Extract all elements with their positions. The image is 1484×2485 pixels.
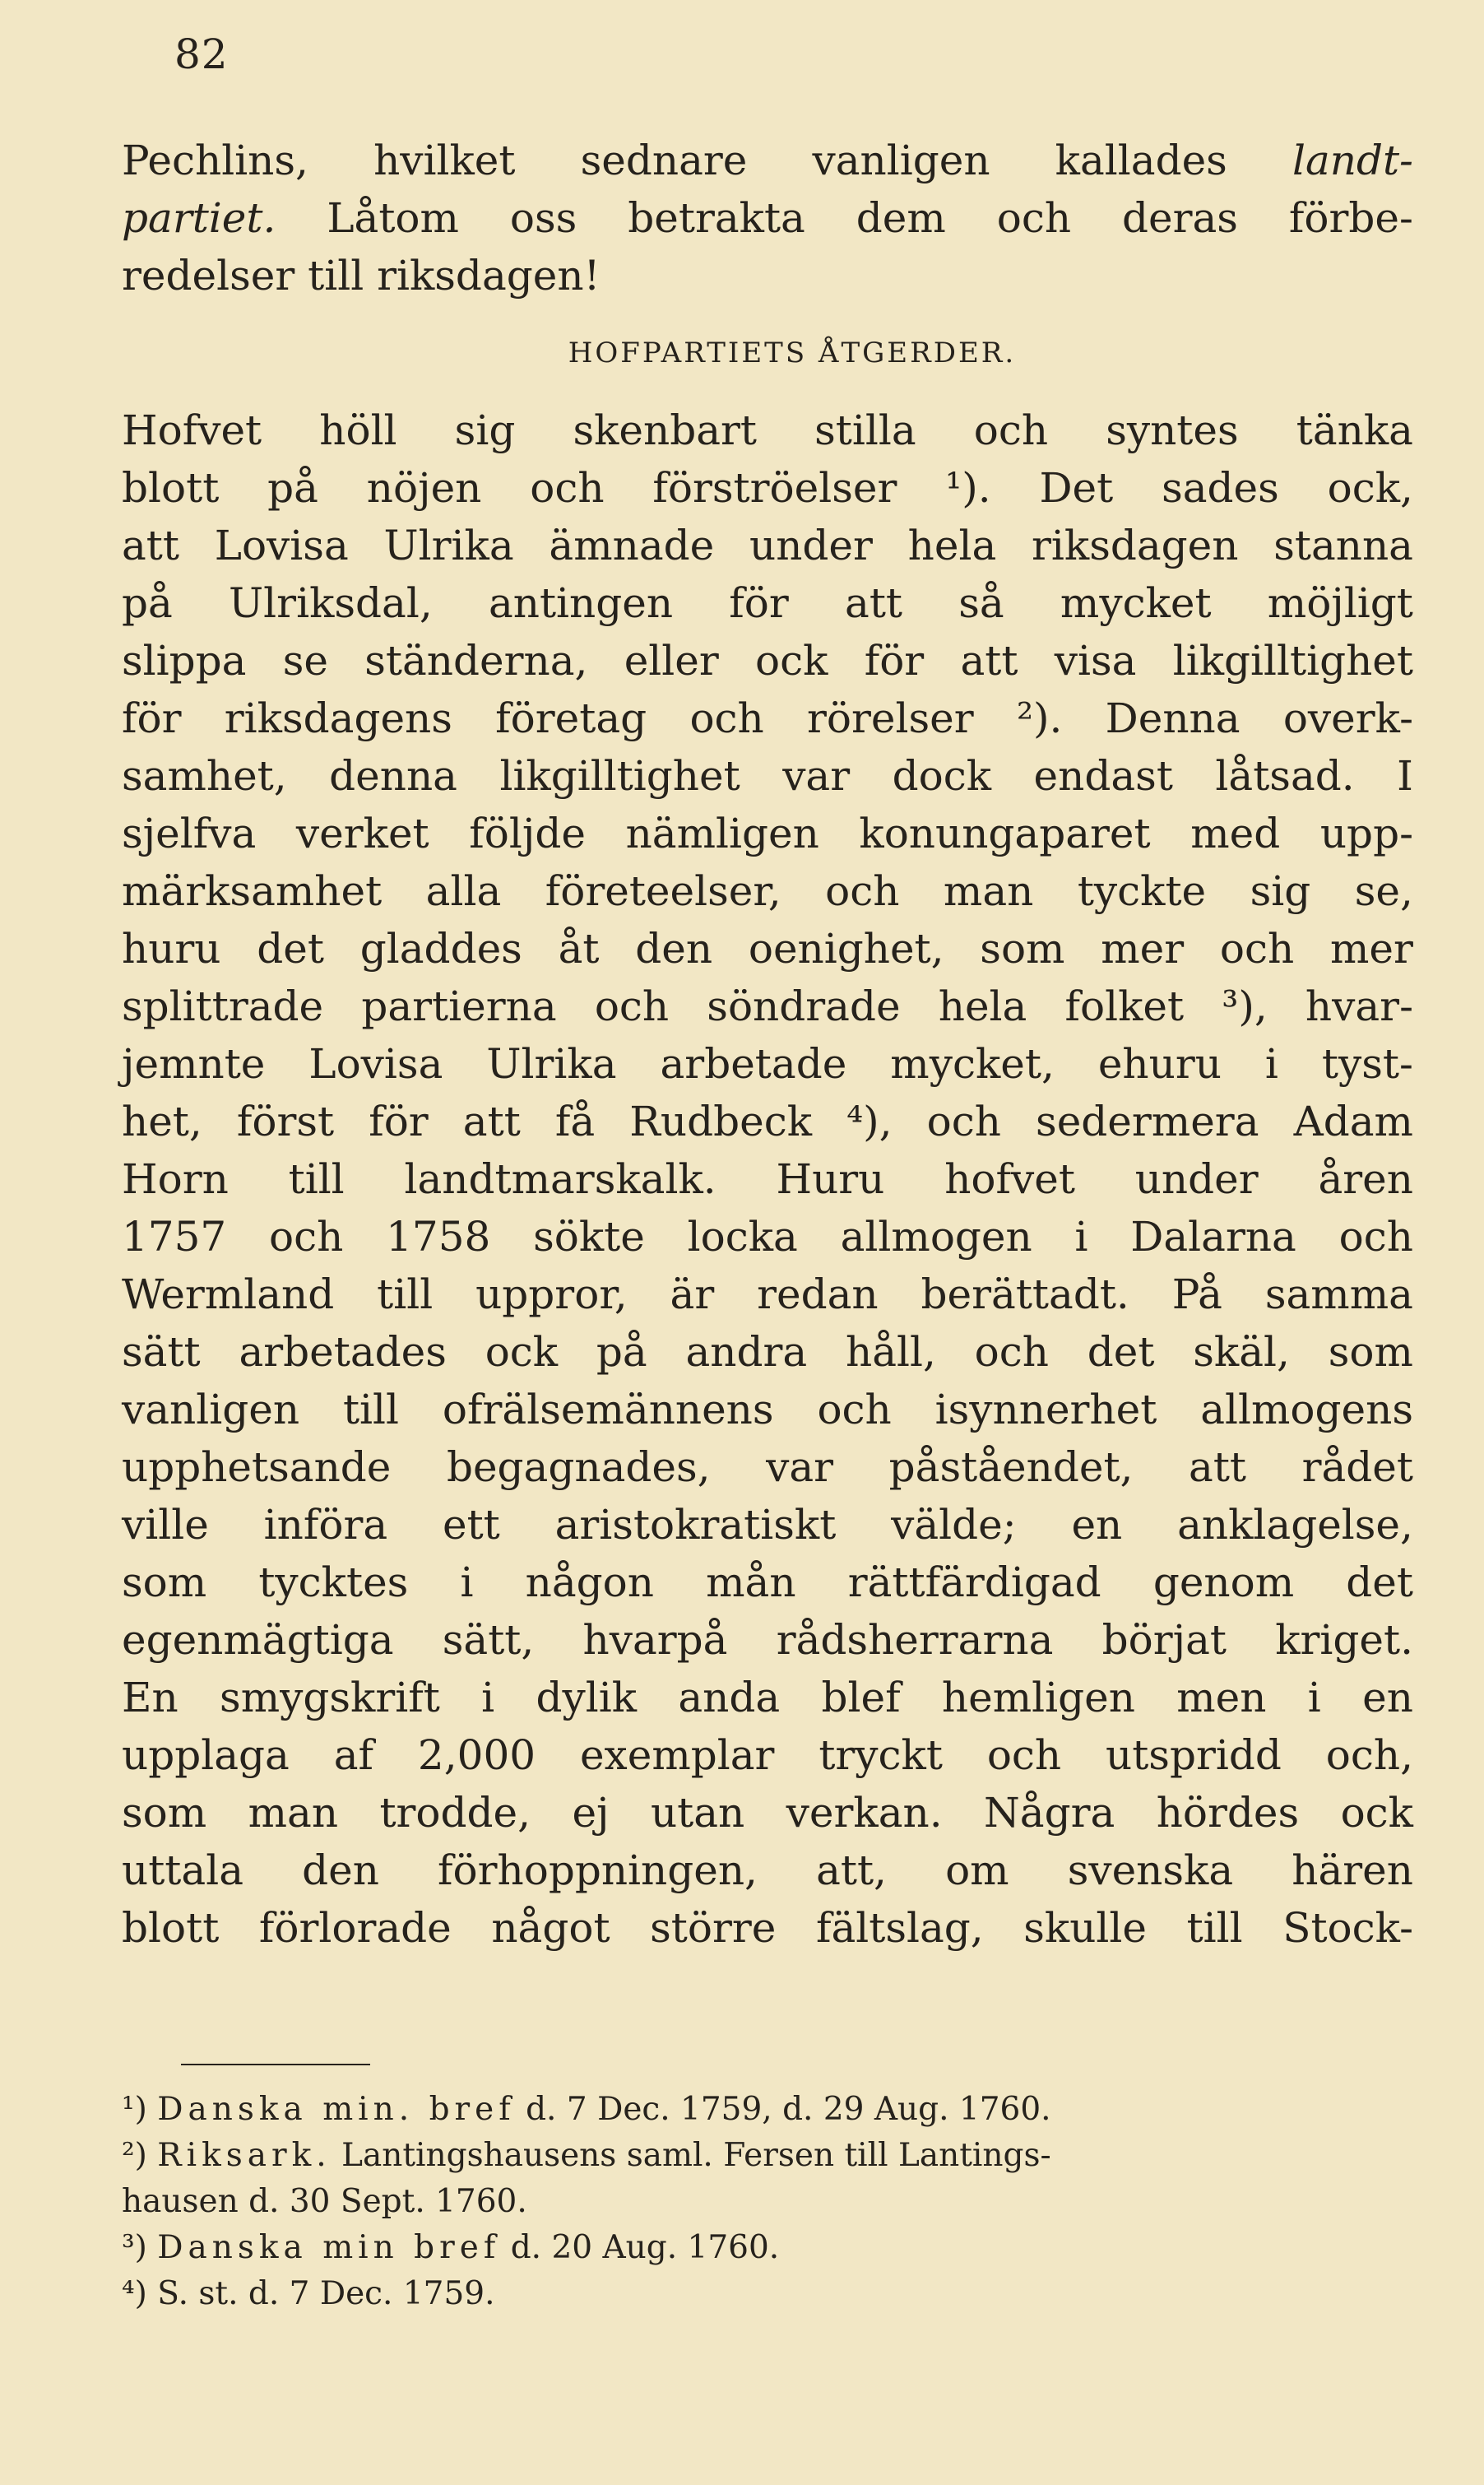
word: Dalarna bbox=[1130, 1213, 1296, 1261]
text-line bbox=[122, 690, 1413, 747]
word: andra bbox=[685, 1328, 808, 1376]
word: större bbox=[650, 1904, 777, 1952]
word: tänka bbox=[1296, 406, 1413, 454]
word: rådsherrarna bbox=[776, 1616, 1054, 1664]
word: på bbox=[596, 1328, 647, 1376]
word: sjelfva bbox=[122, 810, 257, 857]
text-line bbox=[122, 1381, 1413, 1438]
word: uttala bbox=[122, 1846, 243, 1894]
text-line bbox=[122, 747, 1413, 805]
footnote-2-continued: hausen d. 30 Sept. 1760. bbox=[122, 2183, 527, 2220]
word: under bbox=[1134, 1155, 1259, 1203]
word: Ulriksdal, bbox=[229, 579, 433, 627]
word: förlorade bbox=[258, 1904, 452, 1952]
word: Adam bbox=[1293, 1098, 1413, 1145]
word: se, bbox=[1354, 867, 1413, 915]
word: för bbox=[122, 694, 182, 742]
word: skulle bbox=[1023, 1904, 1147, 1952]
word: håll, bbox=[846, 1328, 936, 1376]
word: skäl, bbox=[1193, 1328, 1290, 1376]
word: dylik bbox=[536, 1674, 638, 1721]
word: samma bbox=[1264, 1270, 1413, 1318]
word: hela bbox=[938, 982, 1027, 1030]
text-line bbox=[122, 247, 1413, 304]
word: att bbox=[462, 1098, 521, 1145]
word: riksdagen bbox=[1032, 522, 1239, 569]
text-line bbox=[122, 574, 1413, 632]
word: till bbox=[1186, 1904, 1243, 1952]
word: hvarpå bbox=[582, 1616, 728, 1664]
word: ock bbox=[1340, 1789, 1413, 1837]
word: först bbox=[236, 1098, 335, 1145]
word: allmogen bbox=[840, 1213, 1032, 1261]
word: mycket, bbox=[890, 1040, 1055, 1088]
word: ⁴), bbox=[846, 1098, 893, 1145]
footnote-4: ⁴) S. st. d. 7 Dec. 1759. bbox=[122, 2275, 495, 2312]
word: aristokratiskt bbox=[554, 1501, 837, 1549]
word: låtsad. bbox=[1215, 752, 1355, 800]
word: på bbox=[267, 464, 318, 512]
word: oenighet, bbox=[748, 925, 944, 973]
word: och bbox=[530, 464, 605, 512]
word: I bbox=[1397, 752, 1413, 800]
word: fältslag, bbox=[815, 1904, 984, 1952]
word: utan bbox=[650, 1789, 745, 1837]
word: en bbox=[1071, 1501, 1123, 1549]
word: förströelser bbox=[652, 464, 897, 512]
word: het, bbox=[122, 1098, 202, 1145]
word: företeelser, bbox=[545, 867, 781, 915]
word: kallades bbox=[1055, 137, 1227, 184]
word: anda bbox=[678, 1674, 781, 1721]
text-line bbox=[122, 805, 1413, 862]
footnotes bbox=[122, 2087, 1389, 2317]
word: som bbox=[122, 1558, 207, 1606]
footnote-1: ¹) Danska min. bref d. 7 Dec. 1759, d. 29 Aug. 1760. bbox=[122, 2091, 1051, 2128]
word: åt bbox=[558, 925, 600, 973]
word: 1758 bbox=[386, 1213, 491, 1261]
word: var bbox=[766, 1443, 834, 1491]
word: genom bbox=[1152, 1558, 1295, 1606]
text-line bbox=[122, 1784, 1413, 1842]
word: med bbox=[1190, 810, 1281, 857]
text-line bbox=[122, 1726, 1413, 1784]
word: slippa bbox=[122, 637, 247, 685]
word: mån bbox=[706, 1558, 796, 1606]
word: påståendet, bbox=[888, 1443, 1134, 1491]
word: i bbox=[481, 1674, 495, 1721]
word: verket bbox=[295, 810, 429, 857]
word: begagnades, bbox=[446, 1443, 711, 1491]
word: vanligen bbox=[812, 137, 990, 184]
text-line bbox=[122, 1323, 1413, 1381]
word: Pechlins, bbox=[122, 137, 308, 184]
text-line bbox=[122, 189, 1413, 247]
word: att bbox=[122, 522, 179, 569]
word: Rudbeck bbox=[629, 1098, 813, 1145]
word: rådet bbox=[1301, 1443, 1413, 1491]
word: är bbox=[670, 1270, 715, 1318]
word: af bbox=[333, 1731, 374, 1779]
word: Huru bbox=[776, 1155, 885, 1203]
word: och bbox=[689, 694, 764, 742]
word: alla bbox=[425, 867, 502, 915]
word: och bbox=[825, 867, 900, 915]
word: splittrade bbox=[122, 982, 324, 1030]
word: som bbox=[1328, 1328, 1413, 1376]
word: sökte bbox=[533, 1213, 645, 1261]
word: något bbox=[491, 1904, 610, 1952]
word: söndrade bbox=[707, 982, 901, 1030]
word: ¹). bbox=[945, 464, 991, 512]
word: exemplar bbox=[579, 1731, 775, 1779]
word: anklagelse, bbox=[1177, 1501, 1413, 1549]
text-line bbox=[122, 1842, 1413, 1899]
word: och bbox=[986, 1731, 1062, 1779]
word: att bbox=[845, 579, 903, 627]
word: och, bbox=[1325, 1731, 1413, 1779]
word: man bbox=[943, 867, 1034, 915]
text-line bbox=[122, 1899, 1413, 1957]
word: sig bbox=[1250, 867, 1311, 915]
word: Stock- bbox=[1282, 1904, 1413, 1952]
word: jemnte bbox=[122, 1040, 266, 1088]
text-line bbox=[122, 1266, 1413, 1323]
word: nämligen bbox=[625, 810, 819, 857]
word: att bbox=[1189, 1443, 1247, 1491]
paragraph-intro bbox=[122, 132, 1413, 304]
word: det bbox=[1087, 1328, 1155, 1376]
text-line bbox=[122, 132, 1413, 189]
footnote-divider bbox=[181, 2064, 370, 2065]
word: för bbox=[369, 1098, 429, 1145]
text-line bbox=[122, 1208, 1413, 1266]
word: en bbox=[1362, 1674, 1413, 1721]
word: 1757 bbox=[122, 1213, 227, 1261]
word: konungaparet bbox=[859, 810, 1151, 857]
word: landtmarskalk. bbox=[404, 1155, 716, 1203]
text-line bbox=[122, 862, 1413, 920]
word: ej bbox=[572, 1789, 610, 1837]
word: stanna bbox=[1273, 522, 1413, 569]
word: hördes bbox=[1156, 1789, 1300, 1837]
word: nöjen bbox=[366, 464, 482, 512]
word: folket bbox=[1064, 982, 1185, 1030]
word: förhoppningen, bbox=[438, 1846, 758, 1894]
text-line bbox=[122, 1554, 1413, 1611]
body-text bbox=[122, 132, 1413, 1957]
text-line bbox=[122, 978, 1413, 1035]
word: till bbox=[377, 1270, 434, 1318]
word: Ulrika bbox=[383, 522, 514, 569]
word: mer bbox=[1101, 925, 1185, 973]
text-line bbox=[122, 1150, 1413, 1208]
word: välde; bbox=[891, 1501, 1017, 1549]
word: sig bbox=[454, 406, 516, 454]
word: isynnerhet bbox=[934, 1386, 1157, 1433]
paragraph-main bbox=[122, 402, 1413, 1957]
word: ständerna, bbox=[364, 637, 588, 685]
word: hela bbox=[907, 522, 997, 569]
word: någon bbox=[525, 1558, 654, 1606]
text-line bbox=[122, 1035, 1413, 1093]
word: hvar- bbox=[1305, 982, 1413, 1030]
word: En bbox=[122, 1674, 179, 1721]
word: riksdagens bbox=[224, 694, 452, 742]
word: locka bbox=[687, 1213, 798, 1261]
word: till bbox=[288, 1155, 345, 1203]
word: höll bbox=[319, 406, 397, 454]
word: möjligt bbox=[1267, 579, 1413, 627]
word: och bbox=[974, 1328, 1049, 1376]
word: visa bbox=[1054, 637, 1137, 685]
word: hvilket bbox=[373, 137, 516, 184]
word: upp- bbox=[1319, 810, 1413, 857]
word: arbetade bbox=[660, 1040, 847, 1088]
word: så bbox=[958, 579, 1004, 627]
word: Låtom bbox=[327, 194, 459, 242]
word: betrakta bbox=[628, 194, 805, 242]
word: hofvet bbox=[944, 1155, 1075, 1203]
word: dock bbox=[892, 752, 992, 800]
word: trodde, bbox=[379, 1789, 531, 1837]
word: se bbox=[282, 637, 328, 685]
word: uppror, bbox=[475, 1270, 628, 1318]
word: ock bbox=[485, 1328, 559, 1376]
text-line bbox=[122, 517, 1413, 574]
word: börjat bbox=[1101, 1616, 1227, 1664]
word: syntes bbox=[1106, 406, 1239, 454]
word: Hofvet bbox=[122, 406, 262, 454]
word: införa bbox=[263, 1501, 388, 1549]
word: Några bbox=[984, 1789, 1115, 1837]
word: om bbox=[945, 1846, 1009, 1894]
word: man bbox=[248, 1789, 339, 1837]
word: kriget. bbox=[1275, 1616, 1413, 1664]
word: i bbox=[1307, 1674, 1321, 1721]
word: huru bbox=[122, 925, 221, 973]
word: Lovisa bbox=[214, 522, 349, 569]
text-line bbox=[122, 459, 1413, 517]
word: Det bbox=[1039, 464, 1114, 512]
word: Wermland bbox=[122, 1270, 335, 1318]
text-line bbox=[122, 632, 1413, 690]
page-number: 82 bbox=[174, 30, 229, 78]
word: landt- bbox=[1292, 137, 1413, 184]
word: för bbox=[864, 637, 925, 685]
word: mer bbox=[1329, 925, 1413, 973]
word: sätt, bbox=[442, 1616, 535, 1664]
word: sednare bbox=[580, 137, 748, 184]
word: partiet. bbox=[122, 194, 276, 242]
word: ofrälsemännens bbox=[442, 1386, 774, 1433]
word: att bbox=[960, 637, 1018, 685]
word: den bbox=[635, 925, 713, 973]
word: var bbox=[782, 752, 851, 800]
word: blef bbox=[821, 1674, 901, 1721]
word: som bbox=[980, 925, 1065, 973]
word: upplaga bbox=[122, 1731, 290, 1779]
word: och bbox=[1338, 1213, 1413, 1261]
word: Horn bbox=[122, 1155, 229, 1203]
word: redelser till riksdagen! bbox=[122, 252, 601, 300]
word: deras bbox=[1122, 194, 1238, 242]
text-line bbox=[122, 1093, 1413, 1150]
word: allmogens bbox=[1200, 1386, 1413, 1433]
word: ville bbox=[122, 1501, 209, 1549]
word: sätt bbox=[122, 1328, 201, 1376]
word: märksamhet bbox=[122, 867, 383, 915]
word: oss bbox=[509, 194, 577, 242]
word: egenmägtiga bbox=[122, 1616, 394, 1664]
word: rättfärdigad bbox=[847, 1558, 1101, 1606]
word: ett bbox=[442, 1501, 500, 1549]
text-line bbox=[122, 1669, 1413, 1726]
word: få bbox=[554, 1098, 596, 1145]
word: blott bbox=[122, 1904, 220, 1952]
footnote-2: ²) Riksark. Lantingshausens saml. Fersen till Lantings- bbox=[122, 2137, 1051, 2174]
word: smygskrift bbox=[220, 1674, 440, 1721]
text-line bbox=[122, 920, 1413, 978]
word: på bbox=[122, 579, 173, 627]
word: stilla bbox=[814, 406, 916, 454]
word: tycktes bbox=[258, 1558, 409, 1606]
word: företag bbox=[495, 694, 647, 742]
word: sades bbox=[1162, 464, 1279, 512]
word: under bbox=[749, 522, 873, 569]
word: svenska bbox=[1067, 1846, 1234, 1894]
text-line bbox=[122, 402, 1413, 459]
word: dem bbox=[856, 194, 946, 242]
word: för bbox=[729, 579, 789, 627]
word: och bbox=[996, 194, 1072, 242]
word: På bbox=[1171, 1270, 1222, 1318]
text-line bbox=[122, 1611, 1413, 1669]
footnote-3: ³) Danska min bref d. 20 Aug. 1760. bbox=[122, 2229, 780, 2266]
word: men bbox=[1176, 1674, 1267, 1721]
word: ehuru bbox=[1097, 1040, 1222, 1088]
word: följde bbox=[469, 810, 586, 857]
word: i bbox=[1074, 1213, 1088, 1261]
word: verkan. bbox=[786, 1789, 943, 1837]
word: mycket bbox=[1060, 579, 1212, 627]
word: ³), bbox=[1222, 982, 1268, 1030]
word: endast bbox=[1033, 752, 1173, 800]
word: upphetsande bbox=[122, 1443, 392, 1491]
word: antingen bbox=[488, 579, 674, 627]
word: tyst- bbox=[1321, 1040, 1413, 1088]
word: i bbox=[1264, 1040, 1278, 1088]
word: och bbox=[269, 1213, 344, 1261]
word: ock bbox=[755, 637, 828, 685]
word: tryckt bbox=[819, 1731, 943, 1779]
word: vanligen bbox=[122, 1386, 300, 1433]
word: samhet, bbox=[122, 752, 287, 800]
word: det bbox=[257, 925, 324, 973]
word: likgilltighet bbox=[499, 752, 740, 800]
word: tyckte bbox=[1077, 867, 1207, 915]
word: ämnade bbox=[549, 522, 715, 569]
word: blott bbox=[122, 464, 220, 512]
section-heading: HOFPARTIETS ÅTGERDER. bbox=[568, 337, 1017, 369]
word: berättadt. bbox=[921, 1270, 1129, 1318]
word: hemligen bbox=[941, 1674, 1135, 1721]
word: och bbox=[926, 1098, 1001, 1145]
word: och bbox=[817, 1386, 892, 1433]
word: likgilltighet bbox=[1172, 637, 1413, 685]
word: gladdes bbox=[359, 925, 522, 973]
word: den bbox=[302, 1846, 379, 1894]
word: i bbox=[460, 1558, 474, 1606]
word: hären bbox=[1292, 1846, 1413, 1894]
word: denna bbox=[329, 752, 457, 800]
word: det bbox=[1346, 1558, 1413, 1606]
word: 2,000 bbox=[417, 1731, 536, 1779]
word: utspridd bbox=[1106, 1731, 1282, 1779]
text-line bbox=[122, 1438, 1413, 1496]
word: och bbox=[594, 982, 670, 1030]
word: rörelser bbox=[807, 694, 974, 742]
word: ²). bbox=[1016, 694, 1063, 742]
word: och bbox=[973, 406, 1049, 454]
word: skenbart bbox=[573, 406, 758, 454]
word: overk- bbox=[1282, 694, 1413, 742]
word: och bbox=[1219, 925, 1295, 973]
word: ock, bbox=[1327, 464, 1413, 512]
word: som bbox=[122, 1789, 207, 1837]
word: redan bbox=[757, 1270, 879, 1318]
word: arbetades bbox=[239, 1328, 447, 1376]
word: att, bbox=[816, 1846, 887, 1894]
word: till bbox=[342, 1386, 400, 1433]
word: Denna bbox=[1105, 694, 1241, 742]
word: Ulrika bbox=[486, 1040, 617, 1088]
text-line bbox=[122, 1496, 1413, 1554]
word: förbe- bbox=[1288, 194, 1413, 242]
word: åren bbox=[1318, 1155, 1413, 1203]
word: eller bbox=[624, 637, 719, 685]
word: partierna bbox=[361, 982, 557, 1030]
word: Lovisa bbox=[308, 1040, 443, 1088]
word: sedermera bbox=[1036, 1098, 1259, 1145]
